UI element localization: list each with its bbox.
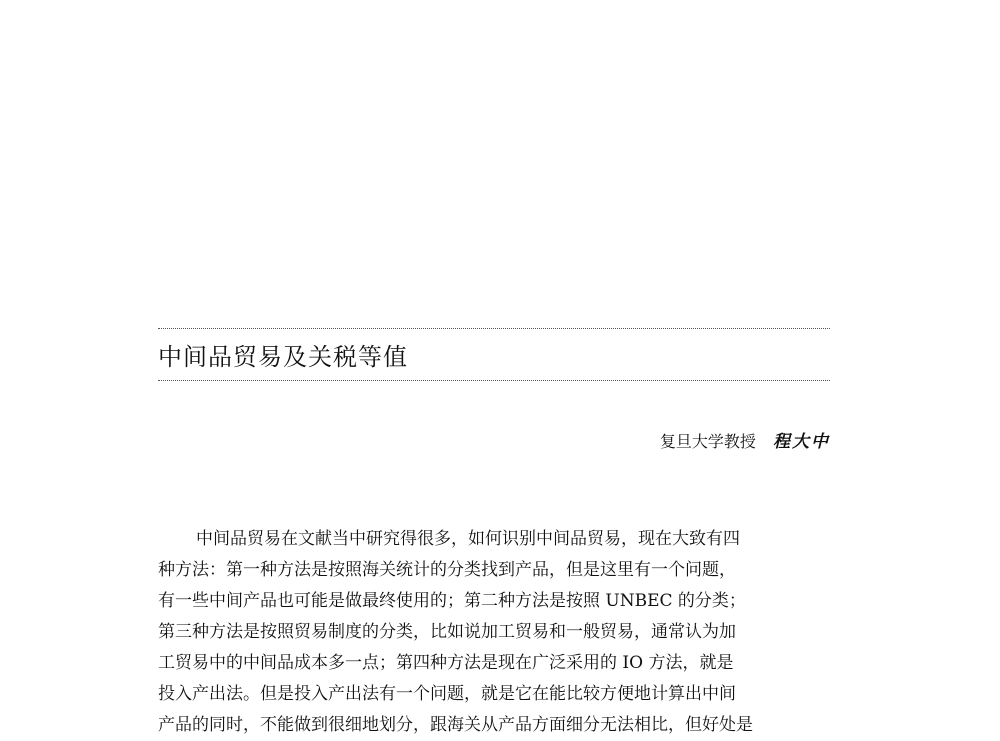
article-body xyxy=(158,524,830,741)
body-line: 中间品贸易在文献当中研究得很多，如何识别中间品贸易，现在大致有四 xyxy=(196,529,740,549)
body-line: 种方法：第一种方法是按照海关统计的分类找到产品，但是这里有一个问题， xyxy=(158,560,736,580)
author-name: 程大中 xyxy=(773,432,830,452)
byline xyxy=(660,427,830,452)
article-title: 中间品贸易及关税等值 xyxy=(158,343,408,371)
author-affiliation: 复旦大学教授 xyxy=(659,432,756,451)
body-line: 第三种方法是按照贸易制度的分类，比如说加工贸易和一般贸易，通常认为加 xyxy=(158,622,736,642)
body-line: 产品的同时，不能做到很细地划分，跟海关从产品方面细分无法相比，但好处是 xyxy=(158,715,753,735)
body-line: 有一些中间产品也可能是做最终使用的；第二种方法是按照 UNBEC 的分类； xyxy=(158,591,746,611)
body-line: 工贸易中的中间品成本多一点；第四种方法是现在广泛采用的 IO 方法，就是 xyxy=(158,653,734,673)
title-bottom-rule xyxy=(158,380,830,381)
body-line: 投入产出法。但是投入产出法有一个问题，就是它在能比较方便地计算出中间 xyxy=(158,684,736,704)
title-top-rule xyxy=(158,328,830,329)
